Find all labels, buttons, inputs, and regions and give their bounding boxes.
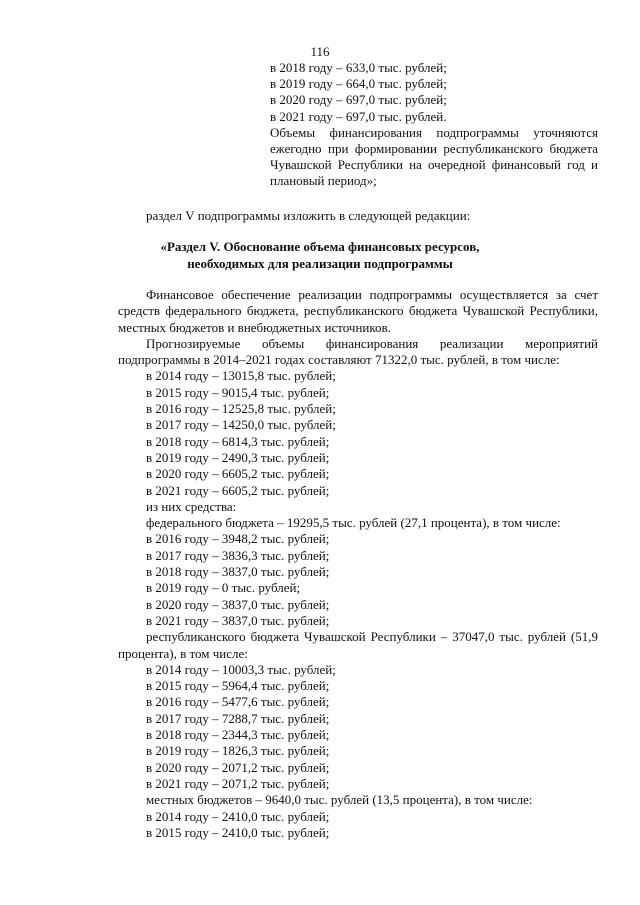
- list-item: в 2021 году – 3837,0 тыс. рублей;: [146, 612, 330, 628]
- paragraph-funding-sources: Финансовое обеспечение реализации подпрограммы осуществляется за счет средств федерального бюджета, республиканского бюджета Чувашской Республики, местных бюджетов и внебюджетных источников.: [118, 287, 598, 335]
- section-heading-line-2: необходимых для реализации подпрограммы: [187, 256, 453, 271]
- amendment-instruction: раздел V подпрограммы изложить в следующей редакции:: [146, 208, 471, 223]
- list-item: в 2020 году – 3837,0 тыс. рублей;: [146, 596, 330, 612]
- page-number: 116: [310, 44, 330, 59]
- list-item: в 2015 году – 2410,0 тыс. рублей;: [146, 824, 330, 840]
- list-item: в 2016 году – 12525,8 тыс. рублей;: [146, 401, 336, 417]
- quoted-funding-block: [270, 60, 598, 190]
- list-item: в 2019 году – 2490,3 тыс. рублей;: [146, 449, 330, 465]
- list-item: в 2021 году – 2071,2 тыс. рублей;: [146, 775, 330, 791]
- list-item: в 2018 году – 2344,3 тыс. рублей;: [146, 727, 330, 743]
- of-which-label: из них средства:: [146, 498, 237, 514]
- list-item: в 2019 году – 0 тыс. рублей;: [146, 580, 301, 596]
- federal-budget-heading: федерального бюджета – 19295,5 тыс. рублей (27,1 процента), в том числе:: [146, 515, 561, 531]
- list-item: в 2020 году – 2071,2 тыс. рублей;: [146, 759, 330, 775]
- list-item: в 2017 году – 3836,3 тыс. рублей;: [146, 547, 330, 563]
- list-item: в 2018 году – 6814,3 тыс. рублей;: [146, 433, 330, 449]
- list-item: в 2014 году – 13015,8 тыс. рублей;: [146, 368, 336, 384]
- list-item: в 2016 году – 3948,2 тыс. рублей;: [146, 531, 330, 547]
- section-heading: [100, 238, 540, 272]
- list-item: в 2014 году – 2410,0 тыс. рублей;: [146, 808, 330, 824]
- list-item: в 2019 году – 664,0 тыс. рублей;: [270, 76, 447, 92]
- list-item: в 2018 году – 3837,0 тыс. рублей;: [146, 564, 330, 580]
- republic-budget-heading: республиканского бюджета Чувашской Республики – 37047,0 тыс. рублей (51,9 процента), в том числе:: [118, 629, 598, 661]
- list-item: в 2017 году – 14250,0 тыс. рублей;: [146, 417, 336, 433]
- list-item: в 2021 году – 697,0 тыс. рублей.: [270, 108, 447, 124]
- section-heading-line-1: «Раздел V. Обоснование объема финансовых ресурсов,: [160, 239, 480, 254]
- list-item: в 2015 году – 5964,4 тыс. рублей;: [146, 678, 330, 694]
- paragraph-forecast-total: Прогнозируемые объемы финансирования реализации мероприятий подпрограммы в 2014–2021 годах составляют 71322,0 тыс. рублей, в том числе:: [118, 335, 598, 368]
- list-item: в 2015 году – 9015,4 тыс. рублей;: [146, 384, 330, 400]
- list-item: в 2021 году – 6605,2 тыс. рублей;: [146, 482, 330, 498]
- list-item: в 2016 году – 5477,6 тыс. рублей;: [146, 694, 330, 710]
- funding-note: Объемы финансирования подпрограммы уточняются ежегодно при формировании республиканского бюджета Чувашской Республики на очередной финансовый год и плановый период»;: [270, 124, 598, 189]
- list-item: в 2020 году – 6605,2 тыс. рублей;: [146, 466, 330, 482]
- list-item: в 2020 году – 697,0 тыс. рублей;: [270, 92, 447, 108]
- local-budget-heading: местных бюджетов – 9640,0 тыс. рублей (13,5 процента), в том числе:: [146, 792, 533, 808]
- list-item: в 2014 году – 10003,3 тыс. рублей;: [146, 661, 336, 677]
- section-body: [118, 287, 598, 841]
- list-item: в 2018 году – 633,0 тыс. рублей;: [270, 60, 447, 75]
- list-item: в 2019 году – 1826,3 тыс. рублей;: [146, 743, 330, 759]
- list-item: в 2017 году – 7288,7 тыс. рублей;: [146, 710, 330, 726]
